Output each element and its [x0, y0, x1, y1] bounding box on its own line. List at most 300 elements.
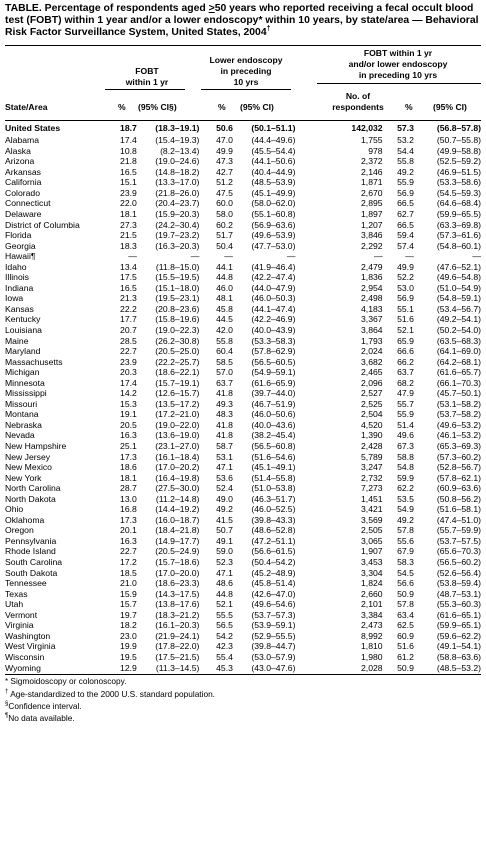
- table-cell: New York: [5, 472, 42, 483]
- table-cell: Washington: [5, 630, 51, 641]
- table-cell: 55.8: [397, 156, 414, 167]
- table-cell: (53.4–56.7): [436, 303, 481, 314]
- table-cell: (49.1–54.1): [436, 641, 481, 652]
- table-cell: 62.5: [397, 620, 414, 631]
- column-header: [5, 46, 481, 120]
- header-combined-pct: %: [405, 101, 413, 112]
- table-cell: (59.6–62.2): [436, 630, 481, 641]
- header-endoscopy-ci: (95% CI): [240, 101, 274, 112]
- table-cell: (53.7–57.3): [251, 609, 296, 620]
- footnote: [5, 699, 481, 711]
- table-cell: 1,207: [361, 219, 383, 230]
- table-cell: 55.4: [216, 651, 233, 662]
- table-cell: 44.8: [216, 272, 233, 283]
- table-cell: 15.7: [120, 599, 137, 610]
- table-cell: —: [472, 251, 481, 262]
- table-cell: (59.9–65.1): [436, 620, 481, 631]
- table-cell: (49.9–58.8): [436, 145, 481, 156]
- table-cell: (56.5–60.2): [436, 557, 481, 568]
- table-cell: (19.0–24.6): [155, 156, 200, 167]
- table-cell: 2,101: [361, 599, 383, 610]
- table-cell: 21.5: [120, 230, 137, 241]
- table-cell: 18.1: [120, 208, 137, 219]
- table-cell: (15.7–19.1): [155, 377, 200, 388]
- table-cell: 5,789: [361, 451, 383, 462]
- table-cell: (14.9–17.7): [155, 535, 200, 546]
- table-cell: (51.0–53.8): [251, 483, 296, 494]
- table-cell: 57.0: [216, 367, 233, 378]
- table-cell: 60.4: [216, 346, 233, 357]
- table-cell: 44.8: [216, 588, 233, 599]
- table-cell: 54.2: [216, 630, 233, 641]
- bottom-rule: [5, 674, 481, 675]
- header-fobt-underline: [105, 89, 185, 90]
- table-cell: (13.3–17.0): [155, 177, 200, 188]
- table-cell: (66.1–70.3): [436, 377, 481, 388]
- table-cell: Michigan: [5, 367, 40, 378]
- table-cell: 22.2: [120, 303, 137, 314]
- table-cell: Idaho: [5, 261, 27, 272]
- table-cell: 57.8: [397, 525, 414, 536]
- table-row: [5, 230, 481, 241]
- table-cell: (12.6–15.7): [155, 388, 200, 399]
- table-cell: 60.9: [397, 630, 414, 641]
- table-cell: (58.0–62.0): [251, 198, 296, 209]
- table-cell: (48.7–53.1): [436, 588, 481, 599]
- table-cell: 3,247: [361, 462, 383, 473]
- table-cell: (40.4–44.9): [251, 166, 296, 177]
- table-cell: Mississippi: [5, 388, 47, 399]
- table-cell: 58.3: [397, 557, 414, 568]
- table-cell: Ohio: [5, 504, 24, 515]
- table-cell: 41.8: [216, 419, 233, 430]
- table-cell: 52.3: [216, 557, 233, 568]
- table-cell: 47.9: [397, 388, 414, 399]
- table-cell: 19.9: [120, 641, 137, 652]
- table-cell: 2,146: [361, 166, 383, 177]
- table-cell: 2,505: [361, 525, 383, 536]
- table-cell: (50.1–51.1): [251, 122, 296, 133]
- table-cell: (54.8–60.1): [436, 240, 481, 251]
- table-cell: 53.5: [397, 493, 414, 504]
- table-cell: 2,024: [361, 346, 383, 357]
- table-cell: (50.4–54.2): [251, 557, 296, 568]
- table-cell: 17.4: [120, 377, 137, 388]
- table-cell: Indiana: [5, 282, 34, 293]
- table-cell: 55.9: [397, 409, 414, 420]
- table-cell: (50.7–55.8): [436, 135, 481, 146]
- table-cell: (44.0–47.9): [251, 282, 296, 293]
- table-row: [5, 135, 481, 146]
- table-cell: 20.5: [120, 419, 137, 430]
- table-cell: 17.3: [120, 451, 137, 462]
- table-cell: 23.9: [120, 187, 137, 198]
- table-cell: 2,428: [361, 441, 383, 452]
- table-cell: West Virginia: [5, 641, 56, 652]
- table-row: [5, 546, 481, 557]
- table-cell: (21.9–24.1): [155, 630, 200, 641]
- footnote: [5, 676, 481, 687]
- table-cell: 47.1: [216, 567, 233, 578]
- table-row: [5, 251, 481, 262]
- table-cell: 1,824: [361, 578, 383, 589]
- table-cell: (22.2–25.7): [155, 356, 200, 367]
- table-cell: (45.5–54.4): [251, 145, 296, 156]
- table-row: [5, 610, 481, 621]
- table-cell: 58.7: [216, 441, 233, 452]
- table-cell: (18.3–21.2): [155, 609, 200, 620]
- table-cell: (44.4–49.6): [251, 135, 296, 146]
- footnote-mark: *: [5, 677, 9, 687]
- table-cell: 3,453: [361, 557, 383, 568]
- table-cell: 58.8: [397, 451, 414, 462]
- table-row: [5, 525, 481, 536]
- table-cell: (54.5–59.3): [436, 187, 481, 198]
- table-cell: 49.2: [397, 514, 414, 525]
- table-cell: 2,525: [361, 398, 383, 409]
- table-cell: 49.6: [397, 430, 414, 441]
- table-cell: (18.4–21.8): [155, 525, 200, 536]
- table-cell: Iowa: [5, 293, 24, 304]
- table-cell: (63.3–69.8): [436, 219, 481, 230]
- table-row: [5, 483, 481, 494]
- table-row: [5, 599, 481, 610]
- table-row: [5, 304, 481, 315]
- table-cell: (64.6–68.4): [436, 198, 481, 209]
- table-cell: (52.9–55.5): [251, 630, 296, 641]
- table-cell: (61.6–65.7): [436, 367, 481, 378]
- table-cell: 46.0: [216, 282, 233, 293]
- header-combined-ci: (95% CI): [433, 101, 467, 112]
- table-cell: Colorado: [5, 187, 41, 198]
- table-row: [5, 336, 481, 347]
- table-cell: 3,864: [361, 325, 383, 335]
- table-cell: (18.6–23.3): [155, 578, 200, 589]
- table-cell: 45.8: [216, 303, 233, 314]
- table-cell: 19.5: [120, 651, 137, 662]
- table-cell: 62.7: [397, 208, 414, 219]
- table-cell: 58.0: [216, 208, 233, 219]
- table-cell: Maine: [5, 335, 29, 346]
- table-cell: (53.1–58.2): [436, 398, 481, 409]
- table-row-total: [5, 121, 481, 136]
- table-cell: 19.1: [120, 409, 137, 420]
- table-cell: (50.8–56.2): [436, 493, 481, 504]
- footnote-mark: †: [5, 689, 9, 696]
- table-cell: 60.2: [216, 219, 233, 230]
- table-cell: (16.1–18.4): [155, 451, 200, 462]
- table-cell: Vermont: [5, 609, 38, 620]
- table-cell: 52.1: [216, 599, 233, 610]
- table-cell: (11.8–15.0): [155, 261, 200, 272]
- table-cell: (17.5–21.5): [155, 651, 200, 662]
- header-lower-endoscopy: Lower endoscopy in preceding 10 yrs: [209, 54, 283, 87]
- table-cell: 50.9: [397, 662, 414, 673]
- table-cell: New Mexico: [5, 462, 52, 473]
- table-cell: 54.8: [397, 462, 414, 473]
- table-cell: (16.0–18.7): [155, 514, 200, 525]
- table-cell: (45.1–49.1): [251, 462, 296, 473]
- table-cell: 18.1: [120, 472, 137, 483]
- table-cell: 3,682: [361, 356, 383, 367]
- table-cell: 20.3: [120, 367, 137, 378]
- table-cell: (51.6–54.6): [251, 451, 296, 462]
- table-cell: North Dakota: [5, 493, 56, 504]
- table-cell: 28.7: [120, 483, 137, 494]
- table-cell: Wyoming: [5, 662, 41, 673]
- table-cell: 2,292: [361, 240, 383, 251]
- header-state-area: State/Area: [5, 101, 48, 112]
- table-cell: (39.7–44.0): [251, 388, 296, 399]
- table-row: [5, 220, 481, 231]
- table-cell: (51.0–54.9): [436, 282, 481, 293]
- table-cell: 16.5: [120, 166, 137, 177]
- table-cell: —: [405, 251, 414, 262]
- table-cell: (61.6–65.9): [251, 377, 296, 388]
- table-cell: 22.7: [120, 346, 137, 357]
- table-cell: Pennsylvania: [5, 535, 57, 546]
- table-cell: (13.6–19.0): [155, 430, 200, 441]
- table-cell: 48.3: [216, 409, 233, 420]
- table-row: [5, 357, 481, 368]
- table-cell: 18.3: [120, 240, 137, 251]
- table-cell: 1,451: [361, 493, 383, 504]
- table-cell: Tennessee: [5, 578, 47, 589]
- table-cell: 25.1: [120, 441, 137, 452]
- table-cell: Utah: [5, 599, 24, 610]
- header-fobt-ci: (95% CI§): [138, 101, 177, 112]
- table-cell: 42.0: [216, 325, 233, 335]
- table-cell: (26.2–30.8): [155, 335, 200, 346]
- table-cell: 3,065: [361, 535, 383, 546]
- table-cell: 23.0: [120, 630, 137, 641]
- table-cell: (53.9–59.1): [251, 620, 296, 631]
- table-cell: 15.3: [120, 398, 137, 409]
- table-cell: (13.5–17.2): [155, 398, 200, 409]
- table-cell: (46.7–51.9): [251, 398, 296, 409]
- table-cell: 16.3: [120, 535, 137, 546]
- table-cell: 53.1: [216, 451, 233, 462]
- table-cell: (42.2–46.9): [251, 314, 296, 325]
- table-row: [5, 272, 481, 283]
- table-cell: (27.5–30.0): [155, 483, 200, 494]
- table-cell: (65.3–69.3): [436, 441, 481, 452]
- table-cell: 63.4: [397, 609, 414, 620]
- footnote: [5, 711, 481, 723]
- table-row: [5, 209, 481, 220]
- table-cell: (47.2–51.1): [251, 535, 296, 546]
- table-cell: 49.2: [397, 166, 414, 177]
- table-cell: 18.7: [120, 122, 137, 133]
- table-cell: (46.0–50.6): [251, 409, 296, 420]
- table-cell: 14.2: [120, 388, 137, 399]
- table-cell: (53.7–58.2): [436, 409, 481, 420]
- table-cell: (42.6–47.0): [251, 588, 296, 599]
- table-cell: (47.7–53.0): [251, 240, 296, 251]
- table-cell: Missouri: [5, 398, 38, 409]
- title-text-rest: 50 years who reported receiving a fecal occult blood test (FOBT) within 1 year and/or a lower endoscopy* within 10 years, by state/area — Behavioral Risk Factor Surveillance System, United States, 2004: [5, 3, 479, 39]
- table-cell: 2,028: [361, 662, 383, 673]
- footnotes: [5, 676, 481, 723]
- table-cell: 27.3: [120, 219, 137, 230]
- table-cell: 2,465: [361, 367, 383, 378]
- table-row: [5, 378, 481, 389]
- table-cell: (48.5–53.9): [251, 177, 296, 188]
- table-title: [5, 3, 481, 40]
- table-cell: 52.2: [397, 272, 414, 283]
- table-cell: 60.0: [216, 198, 233, 209]
- table-row: [5, 241, 481, 252]
- table-cell: 57.8: [397, 599, 414, 610]
- table-cell: —: [190, 251, 200, 262]
- table-cell: 55.8: [216, 335, 233, 346]
- table-cell: 20.1: [120, 525, 137, 536]
- table-cell: 12.9: [120, 662, 137, 673]
- table-cell: (49.6–54.8): [436, 272, 481, 283]
- table-cell: (60.9–63.6): [436, 483, 481, 494]
- table-cell: (53.0–57.9): [251, 651, 296, 662]
- table-cell: (15.7–18.6): [155, 557, 200, 568]
- table-cell: (49.2–54.1): [436, 314, 481, 325]
- table-cell: (56.9–63.6): [251, 219, 296, 230]
- table-cell: Virginia: [5, 620, 34, 631]
- table-cell: Kentucky: [5, 314, 41, 325]
- table-cell: (49.6–53.2): [436, 419, 481, 430]
- header-combined-underline: [317, 83, 481, 84]
- table-cell: 17.2: [120, 557, 137, 568]
- table-cell: (17.0–20.0): [155, 567, 200, 578]
- table-cell: (44.1–47.4): [251, 303, 296, 314]
- table-cell: (46.9–51.5): [436, 166, 481, 177]
- table-cell: 978: [368, 145, 383, 156]
- table-row: [5, 557, 481, 568]
- table-cell: (56.6–61.5): [251, 546, 296, 557]
- table-cell: 56.6: [397, 578, 414, 589]
- table-row: [5, 388, 481, 399]
- table-cell: 16.5: [120, 282, 137, 293]
- table-cell: 47.5: [216, 187, 233, 198]
- table-cell: (8.2–13.4): [160, 145, 200, 156]
- table-cell: (45.1–49.9): [251, 187, 296, 198]
- table-cell: New Hampshire: [5, 441, 67, 452]
- table-cell: (17.8–22.0): [155, 641, 200, 652]
- table-cell: (15.4–19.3): [155, 135, 200, 146]
- table-cell: 56.9: [397, 187, 414, 198]
- table-cell: 55.7: [397, 398, 414, 409]
- table-cell: 2,670: [361, 187, 383, 198]
- table-cell: 56.9: [397, 293, 414, 304]
- table-cell: 67.3: [397, 441, 414, 452]
- table-cell: Arkansas: [5, 166, 41, 177]
- table-row: [5, 420, 481, 431]
- table-cell: (17.0–20.2): [155, 462, 200, 473]
- table-row: [5, 631, 481, 642]
- table-cell: 57.4: [397, 240, 414, 251]
- table-cell: 3,421: [361, 504, 383, 515]
- table-cell: Arizona: [5, 156, 35, 167]
- table-cell: 51.4: [397, 419, 414, 430]
- table-cell: 21.0: [120, 578, 137, 589]
- table-cell: (64.1–69.0): [436, 346, 481, 357]
- table-cell: 58.5: [216, 356, 233, 367]
- table-cell: (17.2–21.0): [155, 409, 200, 420]
- table-cell: Minnesota: [5, 377, 45, 388]
- table-row: [5, 314, 481, 325]
- table-cell: (49.6–54.6): [251, 599, 296, 610]
- table-cell: 22.7: [120, 546, 137, 557]
- table-cell: (38.2–45.4): [251, 430, 296, 441]
- table-cell: 1,980: [361, 651, 383, 662]
- table-cell: (15.8–19.6): [155, 314, 200, 325]
- table-row: [5, 346, 481, 357]
- table-cell: 48.6: [216, 578, 233, 589]
- table-cell: (45.8–51.4): [251, 578, 296, 589]
- table-cell: (21.8–26.0): [155, 187, 200, 198]
- table-cell: (19.0–22.3): [155, 325, 200, 335]
- table-cell: (20.4–23.7): [155, 198, 200, 209]
- table-cell: 1,793: [361, 335, 383, 346]
- table-cell: 2,096: [361, 377, 383, 388]
- table-cell: 23.9: [120, 356, 137, 367]
- table-cell: (15.5–19.5): [155, 272, 200, 283]
- table-cell: (50.2–54.0): [436, 325, 481, 335]
- table-cell: (20.5–25.0): [155, 346, 200, 357]
- table-cell: 4,520: [361, 419, 383, 430]
- title-ge-symbol: >: [208, 3, 215, 14]
- table-cell: Massachusetts: [5, 356, 63, 367]
- table-cell: (51.6–58.1): [436, 504, 481, 515]
- table-row: [5, 536, 481, 547]
- table-row: [5, 367, 481, 378]
- table-cell: (51.4–55.8): [251, 472, 296, 483]
- table-row: [5, 652, 481, 663]
- table-row: [5, 293, 481, 304]
- table-cell: (16.3–20.3): [155, 240, 200, 251]
- table-cell: (59.9–65.5): [436, 208, 481, 219]
- table-cell: (53.7–57.5): [436, 535, 481, 546]
- header-respondents: No. of respondents: [332, 90, 384, 112]
- table-cell: (53.3–58.6): [436, 177, 481, 188]
- table-cell: 49.9: [216, 145, 233, 156]
- table-cell: Rhode Island: [5, 546, 56, 557]
- table-cell: 53.6: [216, 472, 233, 483]
- table-cell: 52.4: [216, 483, 233, 494]
- table-cell: 44.5: [216, 314, 233, 325]
- table-cell: 21.8: [120, 156, 137, 167]
- table-cell: (55.7–59.9): [436, 525, 481, 536]
- table-cell: Kansas: [5, 303, 34, 314]
- table-cell: 1,897: [361, 208, 383, 219]
- table-cell: 15.9: [120, 588, 137, 599]
- table-cell: 2,660: [361, 588, 383, 599]
- table-cell: 21.3: [120, 293, 137, 304]
- table-cell: (48.6–52.8): [251, 525, 296, 536]
- table-cell: 18.5: [120, 567, 137, 578]
- table-cell: (16.4–19.8): [155, 472, 200, 483]
- header-endoscopy-underline: [201, 89, 291, 90]
- table-cell: 51.6: [397, 314, 414, 325]
- table-cell: (15.1–18.0): [155, 282, 200, 293]
- table-cell: 28.5: [120, 335, 137, 346]
- table-cell: (16.1–20.3): [155, 620, 200, 631]
- table-cell: Texas: [5, 588, 28, 599]
- table-row: [5, 198, 481, 209]
- table-cell: North Carolina: [5, 483, 61, 494]
- table-row: [5, 409, 481, 420]
- table-cell: Alaska: [5, 145, 31, 156]
- table-cell: 65.9: [397, 335, 414, 346]
- table-cell: Connecticut: [5, 198, 51, 209]
